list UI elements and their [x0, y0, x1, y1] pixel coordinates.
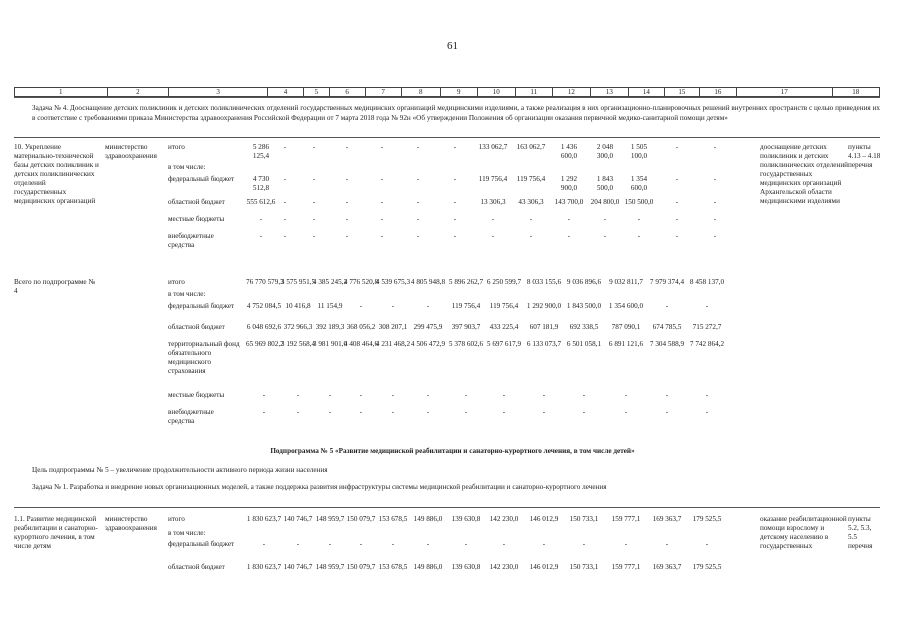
total4-cell: 692 338,5 — [569, 323, 599, 331]
item10-cell: 204 800,0 — [590, 198, 620, 206]
item10-cell: - — [416, 175, 420, 183]
item10-cell: - — [453, 198, 457, 206]
item11-cell: - — [262, 540, 266, 548]
total4-cell: 5 378 602,6 — [448, 340, 484, 348]
total4-cell: - — [502, 408, 506, 416]
total4-cell: 6 501 058,1 — [566, 340, 602, 348]
item11-cell: - — [296, 540, 300, 548]
section-rule — [14, 137, 880, 138]
header-col-18: 18 — [832, 88, 879, 97]
total4-cell: - — [582, 391, 586, 399]
item11-cell: 149 886,0 — [413, 563, 443, 571]
total4-cell: 4 408 464,6 — [343, 340, 379, 348]
item10-cell: - — [345, 215, 349, 223]
item10-row-label: местные бюджеты — [168, 215, 225, 223]
total4-cell: - — [502, 391, 506, 399]
total4-cell: - — [426, 408, 430, 416]
total4-cell: - — [426, 302, 430, 310]
total4-cell: 5 697 617,9 — [486, 340, 522, 348]
total4-cell: 7 742 864,2 — [689, 340, 725, 348]
total4-cell: 9 032 811,7 — [609, 278, 643, 286]
item10-cell: - — [453, 232, 457, 240]
total4-cell: 715 272,7 — [692, 323, 722, 331]
total4-row-label: внебюджетные средства — [168, 408, 214, 425]
item11-cell: - — [359, 540, 363, 548]
item10-cell: - — [529, 232, 533, 240]
item10-cell: - — [283, 198, 287, 206]
header-col-2: 2 — [107, 88, 169, 97]
item10-result: дооснащение детских поликлиник и детских поликлинических отделений государственных медицинских организаций Архангельской области медицинскими изделиями — [760, 143, 849, 205]
item11-cell: - — [542, 540, 546, 548]
item10-cell: - — [259, 232, 263, 240]
total4-cell: - — [665, 391, 669, 399]
item10-cell: - — [283, 232, 287, 240]
item11-cell: - — [665, 540, 669, 548]
item10-cell: 1 505 100,0 — [630, 143, 648, 160]
item10-cell: - — [675, 215, 679, 223]
item10-cell: 133 062,7 — [478, 143, 508, 151]
item11-cell: 159 777,1 — [611, 563, 641, 571]
total4-cell: - — [705, 408, 709, 416]
item10-cell: - — [491, 232, 495, 240]
column-number-header — [14, 87, 880, 97]
item11-cell: 150 733,1 — [569, 563, 599, 571]
item11-refs: пункты 5.2, 5.3, 5.5 перечня — [848, 515, 873, 550]
total4-row-label: местные бюджеты — [168, 391, 225, 399]
item10-row-label: федеральный бюджет — [168, 175, 235, 183]
total4-cell: 4 776 520,8 — [343, 278, 379, 286]
total4-cell: - — [464, 408, 468, 416]
total4-cell: 3 192 568,4 — [280, 340, 316, 348]
sub5-title: Подпрограмма № 5 «Развитие медицинской реабилитации и санаторно-курортного лечения, в том числе детей» — [270, 447, 635, 455]
item11-cell: - — [328, 540, 332, 548]
item11-cell: 1 830 623,7 — [246, 515, 282, 523]
total4-cell: - — [262, 408, 266, 416]
item10-cell: 119 756,4 — [478, 175, 508, 183]
item10-cell: 1 843 500,0 — [596, 175, 614, 192]
total4-row-label: территориальный фонд обязательного медицинского страхования — [168, 340, 240, 375]
item10-cell: 5 286 125,4 — [252, 143, 270, 160]
item10-cell: - — [603, 215, 607, 223]
total4-cell: 4 805 948,8 — [410, 278, 446, 286]
total4-cell: 3 981 901,0 — [312, 340, 348, 348]
total4-cell: 299 475,9 — [413, 323, 443, 331]
total4-cell: - — [624, 408, 628, 416]
item10-row-label: в том числе: — [168, 163, 206, 171]
item10-cell: - — [259, 215, 263, 223]
total4-cell: 119 756,4 — [451, 302, 481, 310]
item10-cell: - — [345, 143, 349, 151]
item10-cell: - — [675, 175, 679, 183]
item10-cell: - — [345, 175, 349, 183]
total4-cell: - — [426, 391, 430, 399]
item10-cell: - — [283, 143, 287, 151]
item10-cell: - — [567, 232, 571, 240]
item10-cell: - — [312, 198, 316, 206]
total4-cell: 4 539 675,3 — [375, 278, 411, 286]
item10-cell: - — [713, 175, 717, 183]
item10-cell: - — [637, 232, 641, 240]
item10-cell: - — [345, 232, 349, 240]
total4-cell: 308 207,1 — [378, 323, 408, 331]
item11-executor: министерство здравоохранения — [105, 515, 157, 532]
item11-cell: 146 012,9 — [529, 515, 559, 523]
item11-cell: 150 079,7 — [346, 563, 376, 571]
header-col-9: 9 — [440, 88, 477, 97]
item10-cell: - — [380, 215, 384, 223]
item11-cell: 146 012,9 — [529, 563, 559, 571]
total4-name: Всего по подпрограмме № 4 — [14, 278, 96, 295]
item10-cell: - — [603, 232, 607, 240]
total4-cell: 433 225,4 — [489, 323, 519, 331]
item10-cell: - — [491, 215, 495, 223]
item10-cell: - — [713, 215, 717, 223]
header-col-8: 8 — [401, 88, 440, 97]
item10-cell: - — [380, 232, 384, 240]
item10-cell: 150 500,0 — [624, 198, 654, 206]
total4-cell: 1 292 900,0 — [526, 302, 562, 310]
total4-cell: 4 752 084,5 — [246, 302, 282, 310]
header-col-1: 1 — [15, 88, 108, 97]
item11-cell: 169 363,7 — [652, 515, 682, 523]
total4-cell: - — [705, 302, 709, 310]
item10-cell: - — [380, 198, 384, 206]
item11-cell: 140 746,7 — [283, 515, 313, 523]
header-col-14: 14 — [628, 88, 664, 97]
item10-cell: - — [529, 215, 533, 223]
item10-cell: - — [283, 215, 287, 223]
item11-cell: 148 959,7 — [315, 563, 345, 571]
item10-cell: - — [416, 232, 420, 240]
item11-cell: 148 959,7 — [315, 515, 345, 523]
header-col-17: 17 — [736, 88, 832, 97]
header-col-16: 16 — [699, 88, 736, 97]
item10-cell: 13 306,3 — [480, 198, 506, 206]
total4-cell: - — [665, 408, 669, 416]
item11-cell: - — [391, 540, 395, 548]
total4-cell: - — [262, 391, 266, 399]
total4-cell: 5 896 262,7 — [448, 278, 484, 286]
item10-cell: - — [453, 215, 457, 223]
total4-cell: 10 416,8 — [285, 302, 311, 310]
item10-cell: - — [416, 143, 420, 151]
task4-text: Задача № 4. Дооснащение детских поликлиник и детских поликлинических отделений государственных медицинских организаций медицинскими изделиями, а также реализация в них организационно-планировочных решений внутренних пространств с целью приведения их в соответствие с требованиями приказа Министерства здравоохранения Российской Федерации от 7 марта 2018 года № 92н «Об утверждении Положения об организации оказания первичной медико-санитарной помощи детям» — [32, 104, 880, 122]
item10-cell: - — [312, 232, 316, 240]
total4-row-label: федеральный бюджет — [168, 302, 235, 310]
total4-cell: 7 979 374,4 — [649, 278, 685, 286]
item10-cell: 1 354 600,0 — [630, 175, 648, 192]
total4-cell: 4 231 468,2 — [375, 340, 411, 348]
item11-cell: 179 525,5 — [692, 515, 722, 523]
item10-cell: 143 700,0 — [554, 198, 584, 206]
header-col-7: 7 — [365, 88, 401, 97]
total4-cell: 607 181,9 — [529, 323, 559, 331]
item10-cell: - — [713, 232, 717, 240]
total4-cell: - — [542, 408, 546, 416]
total4-cell: 7 304 588,9 — [649, 340, 685, 348]
item10-row-label: внебюджетные средства — [168, 232, 214, 249]
header-col-15: 15 — [664, 88, 699, 97]
item11-cell: 1 830 623,7 — [246, 563, 282, 571]
total4-cell: 6 133 073,7 — [526, 340, 562, 348]
total4-row-label: итого — [168, 278, 185, 286]
total4-cell: 119 756,4 — [489, 302, 519, 310]
item11-cell: 153 678,5 — [378, 563, 408, 571]
item11-cell: - — [426, 540, 430, 548]
total4-cell: 6 048 692,6 — [246, 323, 282, 331]
total4-cell: - — [359, 302, 363, 310]
item10-refs: пункты 4.13 – 4.18 перечня — [848, 143, 881, 169]
total4-cell: - — [464, 391, 468, 399]
page-number: 61 — [447, 40, 458, 52]
item11-cell: 139 630,8 — [451, 515, 481, 523]
item11-cell: - — [624, 540, 628, 548]
item10-cell: - — [312, 143, 316, 151]
total4-cell: - — [359, 408, 363, 416]
total4-cell: 8 033 155,6 — [526, 278, 562, 286]
item11-cell: 139 630,8 — [451, 563, 481, 571]
total4-cell: 6 891 121,6 — [608, 340, 644, 348]
total4-cell: - — [328, 408, 332, 416]
total4-cell: 1 843 500,0 — [566, 302, 602, 310]
item11-cell: 169 363,7 — [652, 563, 682, 571]
item10-cell: - — [345, 198, 349, 206]
item10-cell: - — [283, 175, 287, 183]
item11-cell: - — [705, 540, 709, 548]
item10-row-label: итого — [168, 143, 185, 151]
item10-executor: министерство здравоохранения — [105, 143, 157, 160]
total4-cell: - — [542, 391, 546, 399]
item10-cell: 555 612,6 — [246, 198, 276, 206]
item11-result: оказание реабилитационной помощи взрослому и детскому населению в государственных — [760, 515, 847, 550]
header-col-13: 13 — [590, 88, 628, 97]
item10-cell: - — [567, 215, 571, 223]
header-rule — [14, 97, 880, 98]
item10-cell: 1 436 600,0 — [560, 143, 578, 160]
item11-cell: - — [464, 540, 468, 548]
header-col-4: 4 — [268, 88, 304, 97]
item10-cell: 1 292 900,0 — [560, 175, 578, 192]
sub5-goal: Цель подпрограммы № 5 – увеличение продолжительности активного периода жизни населения — [32, 466, 328, 474]
item10-cell: 43 306,3 — [518, 198, 544, 206]
item11-row-label: итого — [168, 515, 185, 523]
total4-cell: 392 189,3 — [315, 323, 345, 331]
item10-cell: - — [637, 215, 641, 223]
total4-cell: 4 506 472,9 — [410, 340, 446, 348]
item11-cell: 150 079,7 — [346, 515, 376, 523]
total4-cell: - — [391, 302, 395, 310]
item10-cell: - — [453, 175, 457, 183]
item11-cell: 149 886,0 — [413, 515, 443, 523]
item10-cell: - — [713, 143, 717, 151]
total4-cell: 6 250 599,7 — [486, 278, 522, 286]
total4-cell: - — [296, 408, 300, 416]
item10-cell: - — [416, 215, 420, 223]
total4-cell: - — [582, 408, 586, 416]
total4-cell: 11 154,9 — [317, 302, 343, 310]
item10-cell: - — [675, 143, 679, 151]
item11-cell: 153 678,5 — [378, 515, 408, 523]
sub5-task1: Задача № 1. Разработка и внедрение новых организационных моделей, а также поддержка развития инфраструктуры системы медицинской реабилитации и санаторно-курортного лечения — [32, 483, 607, 491]
total4-cell: - — [391, 391, 395, 399]
item10-cell: - — [675, 198, 679, 206]
total4-cell: 8 458 137,0 — [689, 278, 725, 286]
header-col-12: 12 — [552, 88, 590, 97]
item10-row-label: областной бюджет — [168, 198, 225, 206]
item10-cell: - — [380, 143, 384, 151]
total4-row-label: областной бюджет — [168, 323, 225, 331]
item11-cell: - — [582, 540, 586, 548]
header-col-3: 3 — [169, 88, 268, 97]
total4-cell: - — [391, 408, 395, 416]
total4-cell: 372 966,3 — [283, 323, 313, 331]
item11-cell: 142 230,0 — [489, 515, 519, 523]
total4-cell: 76 770 579,3 — [246, 278, 284, 286]
header-col-11: 11 — [515, 88, 552, 97]
total4-cell: - — [665, 302, 669, 310]
total4-cell: - — [624, 391, 628, 399]
item10-cell: - — [713, 198, 717, 206]
item10-cell: - — [312, 175, 316, 183]
total4-cell: 1 354 600,0 — [608, 302, 644, 310]
total4-cell: 674 785,5 — [652, 323, 682, 331]
item10-cell: 4 730 512,8 — [252, 175, 270, 192]
item10-cell: - — [380, 175, 384, 183]
total4-row-label: в том числе: — [168, 290, 206, 298]
header-col-6: 6 — [329, 88, 365, 97]
total4-cell: - — [705, 391, 709, 399]
header-col-10: 10 — [477, 88, 515, 97]
item10-cell: - — [416, 198, 420, 206]
item11-cell: 159 777,1 — [611, 515, 641, 523]
total4-cell: - — [359, 391, 363, 399]
item10-cell: - — [453, 143, 457, 151]
total4-cell: - — [328, 391, 332, 399]
item11-cell: 140 746,7 — [283, 563, 313, 571]
item11-row-label: федеральный бюджет — [168, 540, 235, 548]
item11-row-label: в том числе: — [168, 529, 206, 537]
section-rule-2 — [14, 507, 880, 508]
item11-name: 1.1. Развитие медицинской реабилитации и санаторно-курортного лечения, в том числе детям — [14, 515, 98, 550]
item11-row-label: областной бюджет — [168, 563, 225, 571]
item10-cell: - — [675, 232, 679, 240]
total4-cell: 3 575 951,5 — [280, 278, 316, 286]
total4-cell: 368 056,2 — [346, 323, 376, 331]
header-col-5: 5 — [303, 88, 329, 97]
item10-name: 10. Укрепление материально-технической базы детских поликлиник и детских поликлинических отделений государственных медицинских организаций — [14, 143, 99, 205]
total4-cell: 9 036 896,6 — [566, 278, 602, 286]
total4-cell: 65 969 802,2 — [246, 340, 284, 348]
total4-cell: - — [296, 391, 300, 399]
item11-cell: 179 525,5 — [692, 563, 722, 571]
item11-cell: 142 230,0 — [489, 563, 519, 571]
item11-cell: 150 733,1 — [569, 515, 599, 523]
item10-cell: 119 756,4 — [516, 175, 546, 183]
item11-cell: - — [502, 540, 506, 548]
item10-cell: 2 048 300,0 — [596, 143, 614, 160]
total4-cell: 4 385 245,2 — [312, 278, 348, 286]
item10-cell: 163 062,7 — [516, 143, 546, 151]
total4-cell: 397 903,7 — [451, 323, 481, 331]
item10-cell: - — [312, 215, 316, 223]
total4-cell: 787 090,1 — [611, 323, 641, 331]
